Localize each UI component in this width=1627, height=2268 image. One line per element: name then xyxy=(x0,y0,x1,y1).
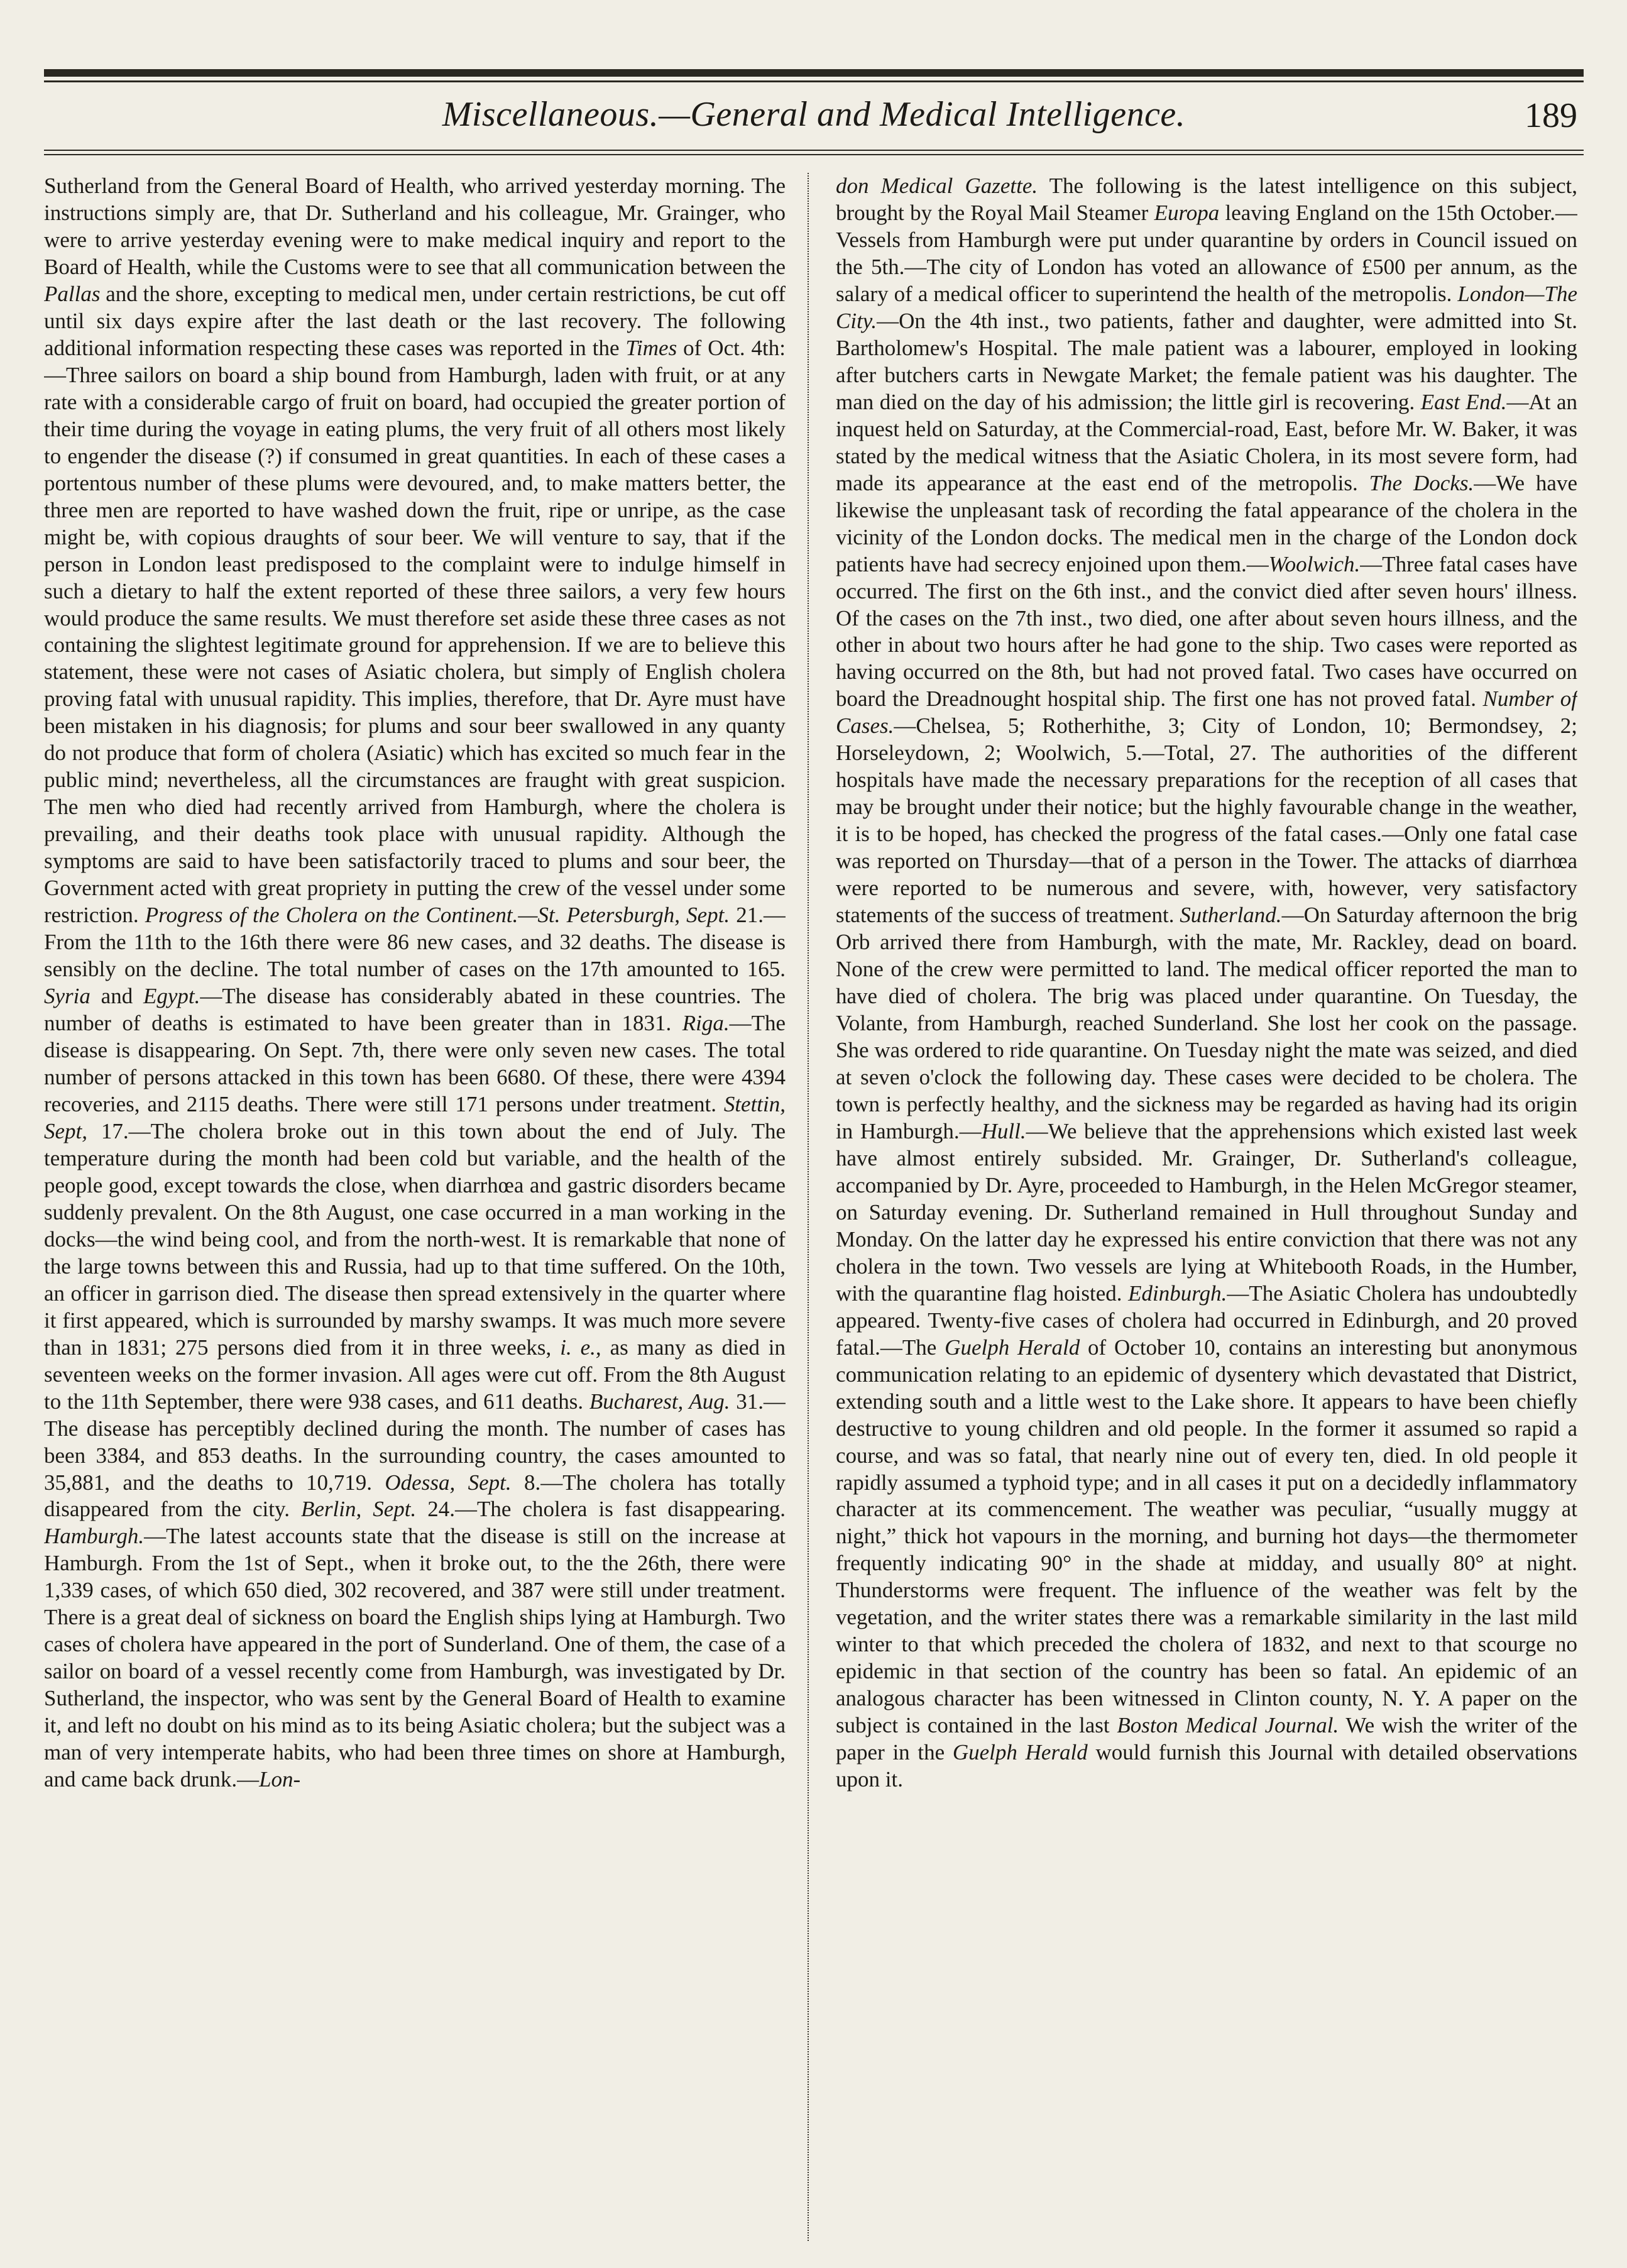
text-run: We wish the writer of the paper in the xyxy=(836,1713,1577,1765)
italic-text-run: Sutherland. xyxy=(1180,903,1282,928)
italic-text-run: Stettin, Sept, xyxy=(44,1091,786,1143)
italic-text-run: Guelph Herald xyxy=(952,1740,1088,1765)
text-run: —On Saturday afternoon the brig Orb arrived there from Hamburgh, with the mate, Mr. Rackley, dead on board. None of the crew were permitted to land. The medical officer reported the man to have died of cholera. The brig was placed under quarantine. On Tuesday, the Volante, from Hamburgh, reached Sunderland. She lost her cook on the passage. She was ordered to ride quarantine. On Tuesday night the mate was seized, and died at seven o'clock the following day. These cases were decided to be cholera. The town is perfectly healthy, and the sickness may be regarded as having had its origin in Hamburgh.— xyxy=(836,903,1577,1143)
running-title: Miscellaneous.—General and Medical Intelligence. xyxy=(442,95,1186,134)
left-column-text xyxy=(44,173,786,1793)
italic-text-run: London—The City. xyxy=(836,281,1577,333)
italic-text-run: East End. xyxy=(1420,389,1507,414)
text-run: 21.—From the 11th to the 16th there were 86 new cases, and 32 deaths. The disease is sensibly on the decline. The total number of cases on the 17th amounted to 165. xyxy=(44,903,786,982)
text-run: 8.—The cholera has totally disappeared from the city. xyxy=(44,1470,786,1522)
italic-text-run: Edinburgh. xyxy=(1128,1280,1227,1306)
italic-text-run: Lon- xyxy=(259,1767,301,1792)
text-run: and the shore, excepting to medical men, under certain restrictions, be cut off until six days expire after the last death or the last recovery. The following additional information respecting these cases was reported in the xyxy=(44,281,786,360)
text-run: —We believe that the apprehensions which existed last week have almost entirely subsided. Mr. Grainger, Dr. Sutherland's colleague, accompanied by Dr. Ayre, proceeded to Hamburgh, in the Helen McGregor steamer, on Saturday evening. Dr. Sutherland remained in Hull throughout Sunday and Monday. On the latter day he expressed his entire conviction that there was not any cholera in the town. Two vessels are lying at Whitebooth Roads, in the Humber, with the quarantine flag hoisted. xyxy=(836,1118,1577,1306)
text-run: 24.—The cholera is fast disappearing. xyxy=(416,1497,786,1522)
top-thin-rule xyxy=(44,80,1584,82)
text-run: —The Asiatic Cholera has undoubtedly appeared. Twenty-five cases of cholera had occurred in Edinburgh, and 20 proved fatal.—The xyxy=(836,1280,1577,1360)
column-divider xyxy=(808,173,809,2241)
italic-text-run: The Docks. xyxy=(1369,470,1474,495)
italic-text-run: i. e., xyxy=(560,1335,601,1360)
italic-text-run: Europa xyxy=(1154,200,1220,225)
text-run: —Chelsea, 5; Rotherhithe, 3; City of London, 10; Bermondsey, 2; Horseleydown, 2; Woolwich, 5.—Total, 27. The authorities of the different hospitals have made the necessary preparations for the reception of all cases that may be brought under their notice; but the highly favourable change in the weather, it is to be hoped, has checked the progress of the fatal cases.—Only one fatal case was reported on Thursday—that of a person in the Tower. The attacks of diarrhœa were reported to be numerous and severe, with, however, very satisfactory statements of the success of treatment. xyxy=(836,713,1577,928)
italic-text-run: Guelph Herald xyxy=(945,1335,1080,1360)
text-run: —We have likewise the unpleasant task of recording the fatal appearance of the cholera in the vicinity of the London docks. The medical men in the charge of the London dock patients have had secrecy enjoined upon them.— xyxy=(836,470,1577,576)
page-header xyxy=(44,94,1584,154)
text-run: —At an inquest held on Saturday, at the Commercial-road, East, before Mr. W. Baker, it was stated by the medical witness that the Asiatic Cholera, in its most severe form, had made its appearance at the east end of the metropolis. xyxy=(836,389,1577,495)
text-run: and xyxy=(90,984,144,1009)
top-heavy-rule xyxy=(44,69,1584,77)
italic-text-run: Berlin, Sept. xyxy=(301,1497,417,1522)
header-rule xyxy=(44,150,1584,151)
text-run: leaving England on the 15th October.—Vessels from Hamburgh were put under quarantine by orders in Council issued on the 5th.—The city of London has voted an allowance of £500 per annum, as the salary of a medical officer to superintend the health of the metropolis. xyxy=(836,200,1577,306)
italic-text-run: Woolwich. xyxy=(1268,551,1361,576)
italic-text-run: Hull. xyxy=(981,1118,1026,1143)
text-run: Sutherland from the General Board of Health, who arrived yesterday morning. The instructions simply are, that Dr. Sutherland and his colleague, Mr. Grainger, who were to arrive yesterday evening were to make medical inquiry and report to the Board of Health, while the Customs were to see that all communication between the xyxy=(44,173,786,279)
text-run: would furnish this Journal with detailed observations upon it. xyxy=(836,1740,1577,1792)
italic-text-run: Pallas xyxy=(44,281,101,306)
italic-text-run: Odessa, Sept. xyxy=(385,1470,512,1495)
text-run: —The disease has considerably abated in these countries. The number of deaths is estimated to have been greater than in 1831. xyxy=(44,984,786,1036)
text-run: of October 10, contains an interesting but anonymous communication relating to an epidemic of dysentery which devastated that District, extending south and a little west to the Lake shore. It appears to have been chiefly destructive to young children and old people. In the former it assumed so rapid a course, and was so fatal, that nearly nine out of every ten, died. In old people it rapidly assumed a typhoid type; and in all cases it put on a decidedly inflammatory character at its commencement. The weather was peculiar, “usually muggy at night,” thick hot vapours in the morning, and burning hot days—the thermometer frequently indicating 90° in the shade at midday, and usually 80° at night. Thunderstorms were frequent. The influence of the weather was felt by the vegetation, and the writer states there was a remarkable similarity in the last mild winter to that which preceded the cholera of 1832, and next to that scourge no epidemic in that section of the country has been so fatal. An epidemic of an analogous character has been witnessed in Clinton county, N. Y. A paper on the subject is contained in the last xyxy=(836,1335,1577,1738)
italic-text-run: Egypt. xyxy=(143,984,200,1009)
italic-text-run: Hamburgh. xyxy=(44,1524,145,1549)
text-run: —The disease is disappearing. On Sept. 7th, there were only seven new cases. The total number of persons attacked in this town has been 6680. Of these, there were 4394 recoveries, and 2115 deaths. There were still 171 persons under treatment. xyxy=(44,1011,786,1116)
text-run: —On the 4th inst., two patients, father and daughter, were admitted into St. Bartholomew's Hospital. The male patient was a labourer, employed in looking after butchers carts in Newgate Market; the female patient was his daughter. The man died on the day of his admission; the little girl is recovering. xyxy=(836,308,1577,414)
text-run: —The latest accounts state that the disease is still on the increase at Hamburgh. From the 1st of Sept., when it broke out, to the the 26th, there were 1,339 cases, of which 650 died, 302 recovered, and 387 were still under treatment. There is a great deal of sickness on board the English ships lying at Hamburgh. Two cases of cholera have appeared in the port of Sunderland. One of them, the case of a sailor on board of a vessel recently come from Hamburgh, was investigated by Dr. Sutherland, the inspector, who was sent by the General Board of Health to examine it, and left no doubt on his mind as to its being Asiatic cholera; but the subject was a man of very intemperate habits, who had been three times on shore at Hamburgh, and came back drunk.— xyxy=(44,1524,786,1792)
header-rule-secondary xyxy=(44,154,1584,155)
left-column xyxy=(44,173,786,2247)
italic-text-run: Bucharest, Aug. xyxy=(589,1389,730,1414)
text-run: —Three fatal cases have occurred. The first on the 6th inst., and the convict died after seven hours' illness. Of the cases on the 7th inst., two died, one after about seven hours illness, and the other in about two hours after he had gone to the ship. Two cases were reported as having occurred on the 8th, but had not proved fatal. Two cases have occurred on board the Dreadnought hospital ship. The first one has not proved fatal. xyxy=(836,551,1577,712)
text-run: 31.—The disease has perceptibly declined during the month. The number of cases has been 3384, and 853 deaths. In the surrounding country, the cases amounted to 35,881, and the deaths to 10,719. xyxy=(44,1389,786,1495)
italic-text-run: don Medical Gazette. xyxy=(836,173,1038,198)
text-run: The following is the latest intelligence on this subject, brought by the Royal Mail Steamer xyxy=(836,173,1577,225)
italic-text-run: Times xyxy=(625,335,677,360)
italic-text-run: Number of Cases. xyxy=(836,686,1577,739)
text-run: of Oct. 4th:—Three sailors on board a ship bound from Hamburgh, laden with fruit, or at any rate with a considerable cargo of fruit on board, had occupied the greater portion of their time during the voyage in eating plums, the very fruit of all others most likely to engender the disease (?) if consumed in great quantities. In each of these cases a portentous number of these plums were devoured, and, to make matters better, the three men are reported to have washed down the fruit, ripe or unripe, as the case might be, with copious draughts of sour beer. We will venture to say, that if the person in London least predisposed to the complaint were to indulge himself in such a dietary to half the extent reported of these three sailors, a very few hours would produce the same results. We must therefore set aside these three cases as not containing the slightest legitimate ground for apprehension. If we are to believe this statement, these were not cases of Asiatic cholera, but simply of English cholera proving fatal with unusual rapidity. This implies, therefore, that Dr. Ayre must have been mistaken in his diagnosis; for plums and sour beer swallowed in any quanty do not produce that form of cholera (Asiatic) which has excited so much fear in the public mind; nevertheless, all the circumstances are fraught with great suspicion. The men who died had recently arrived from Hamburgh, where the cholera is prevailing, and their deaths took place with unusual rapidity. Although the symptoms are said to have been satisfactorily traced to plums and sour beer, the Government acted with great propriety in putting the crew of the vessel under some restriction. xyxy=(44,335,786,928)
italic-text-run: Boston Medical Journal. xyxy=(1117,1713,1339,1738)
italic-text-run: Riga. xyxy=(682,1011,730,1036)
text-run: 17.—The cholera broke out in this town about the end of July. The temperature during the month had been cold but variable, and the health of the people good, except towards the close, when diarrhœa and gastric disorders became suddenly prevalent. On the 8th August, one case occurred in a man working in the docks—the wind being cool, and from the north-west. It is remarkable that none of the large towns between this and Russia, had up to that time suffered. On the 10th, an officer in garrison died. The disease then spread extensively in the quarter where it first appeared, which is surrounded by marshy swamps. It was much more severe than in 1831; 275 persons died from it in three weeks, xyxy=(44,1118,786,1360)
right-column xyxy=(836,173,1577,2247)
page-number: 189 xyxy=(1525,96,1577,135)
italic-text-run: Syria xyxy=(44,984,90,1009)
right-column-text xyxy=(836,173,1577,1793)
text-run: as many as died in seventeen weeks on the former invasion. All ages were cut off. From the 8th August to the 11th September, there were 938 cases, and 611 deaths. xyxy=(44,1335,786,1414)
italic-text-run: Progress of the Cholera on the Continent.—St. Petersburgh, Sept. xyxy=(145,903,730,928)
